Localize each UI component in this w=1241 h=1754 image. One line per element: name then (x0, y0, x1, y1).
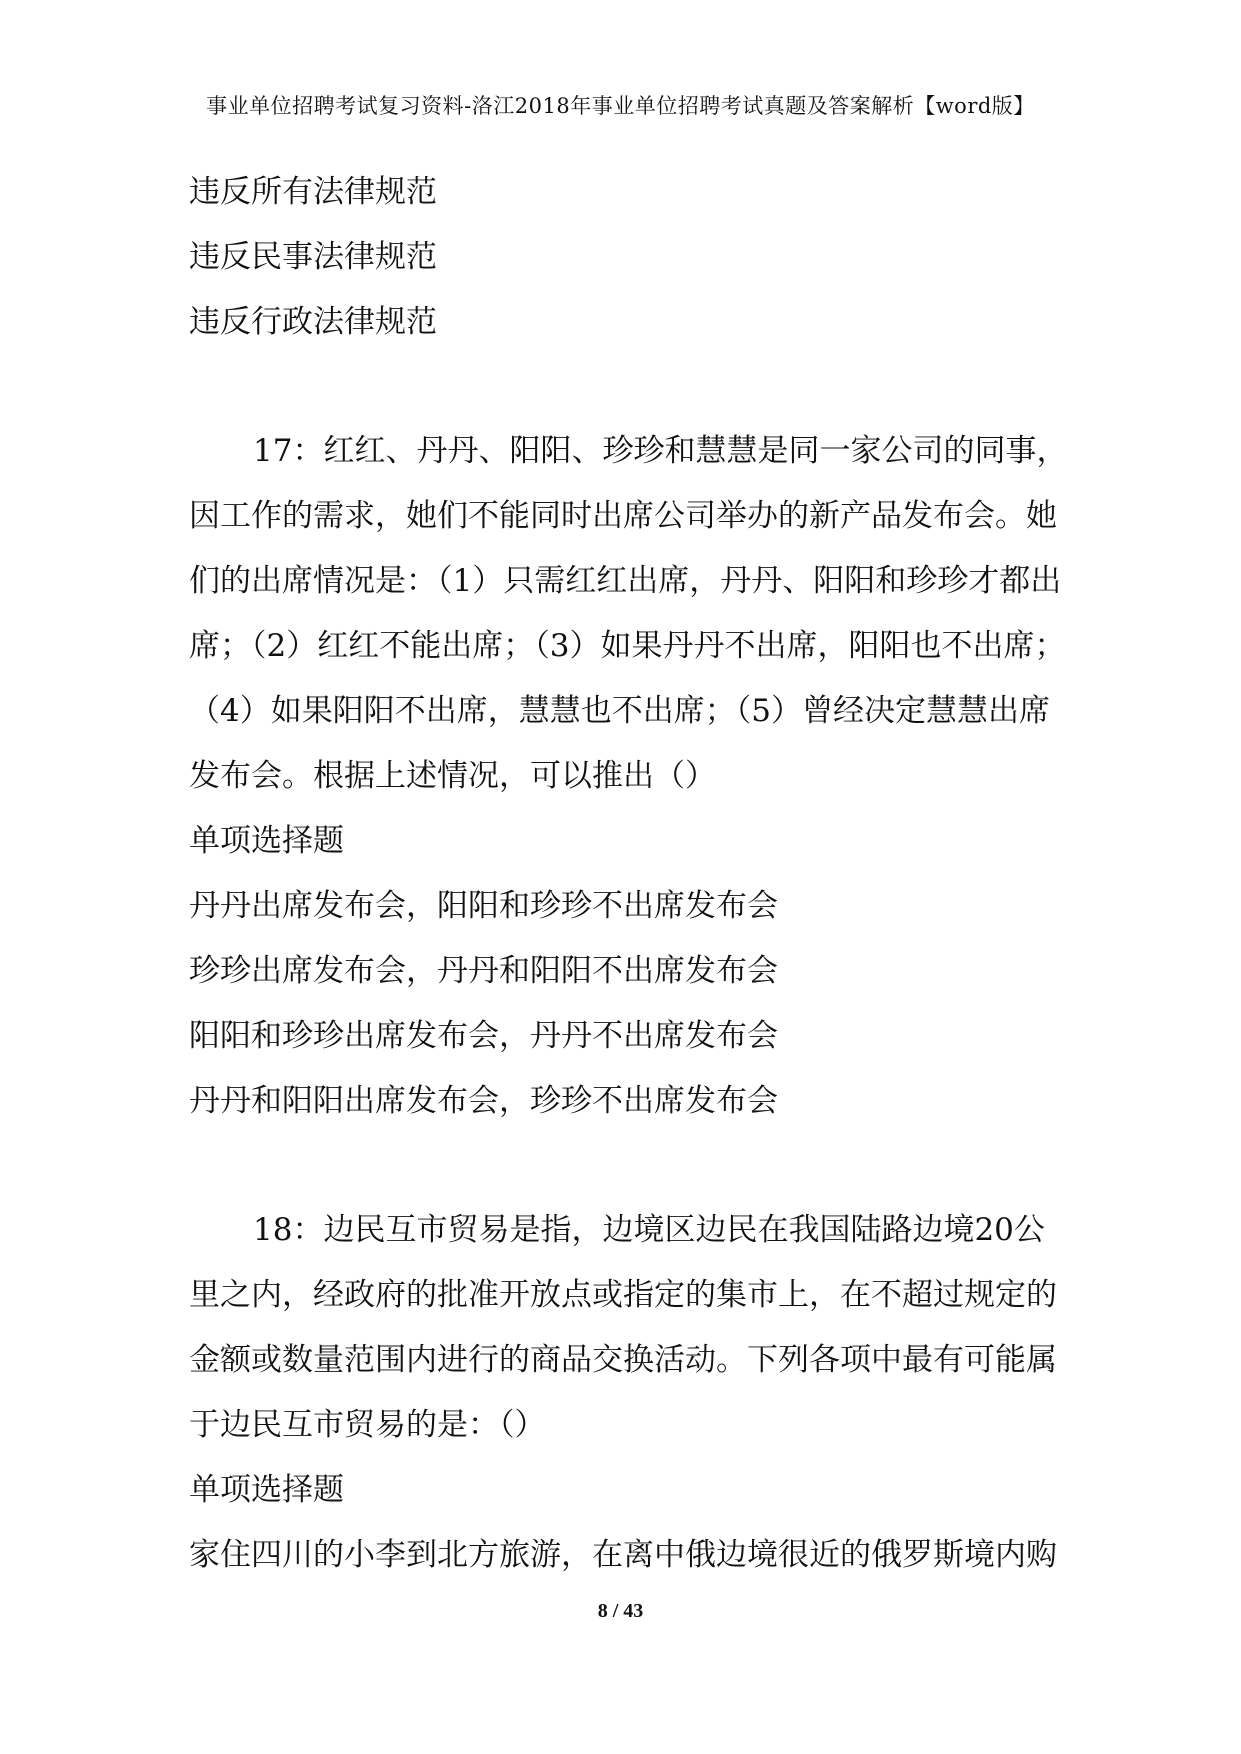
question-line: 于边民互市贸易的是：（） (189, 1407, 546, 1443)
question-type-label: 单项选择题 (189, 1472, 344, 1508)
question-line: 发布会。根据上述情况，可以推出（） (189, 758, 716, 794)
question-line: 们的出席情况是：（1）只需红红出席，丹丹、阳阳和珍珍才都出 (189, 563, 1062, 599)
option-text: 家住四川的小李到北方旅游，在离中俄边境很近的俄罗斯境内购 (189, 1537, 1057, 1573)
option-text: 丹丹出席发布会，阳阳和珍珍不出席发布会 (189, 888, 778, 924)
question-17 (189, 419, 1089, 1134)
question-line: 因工作的需求，她们不能同时出席公司举办的新产品发布会。她 (189, 498, 1057, 534)
option-text: 违反民事法律规范 (189, 239, 437, 275)
option-text: 珍珍出席发布会，丹丹和阳阳不出席发布会 (189, 953, 778, 989)
question-18 (189, 1198, 1089, 1588)
question-line: 席；（2）红红不能出席；（3）如果丹丹不出席，阳阳也不出席； (189, 628, 1066, 664)
page-header: 事业单位招聘考试复习资料-洛江2018年事业单位招聘考试真题及答案解析【word版】 (206, 94, 1035, 118)
question-line: （4）如果阳阳不出席，慧慧也不出席；（5）曾经决定慧慧出席 (189, 693, 1050, 729)
paragraph-gap (189, 355, 1089, 419)
option-text: 违反行政法律规范 (189, 304, 437, 340)
document-body (189, 160, 1089, 1588)
question-line: 18：边民互市贸易是指，边境区边民在我国陆路边境20公 (253, 1212, 1045, 1248)
question-line: 里之内，经政府的批准开放点或指定的集市上，在不超过规定的 (189, 1277, 1057, 1313)
option-text: 阳阳和珍珍出席发布会，丹丹不出席发布会 (189, 1018, 778, 1054)
question-line: 17：红红、丹丹、阳阳、珍珍和慧慧是同一家公司的同事， (253, 433, 1068, 469)
question-line: 金额或数量范围内进行的商品交换活动。下列各项中最有可能属 (189, 1342, 1057, 1378)
question-type-label: 单项选择题 (189, 823, 344, 859)
page-number: 8 / 43 (597, 1600, 644, 1622)
option-text: 丹丹和阳阳出席发布会，珍珍不出席发布会 (189, 1083, 778, 1119)
option-text: 违反所有法律规范 (189, 174, 437, 210)
paragraph-gap (189, 1134, 1089, 1198)
